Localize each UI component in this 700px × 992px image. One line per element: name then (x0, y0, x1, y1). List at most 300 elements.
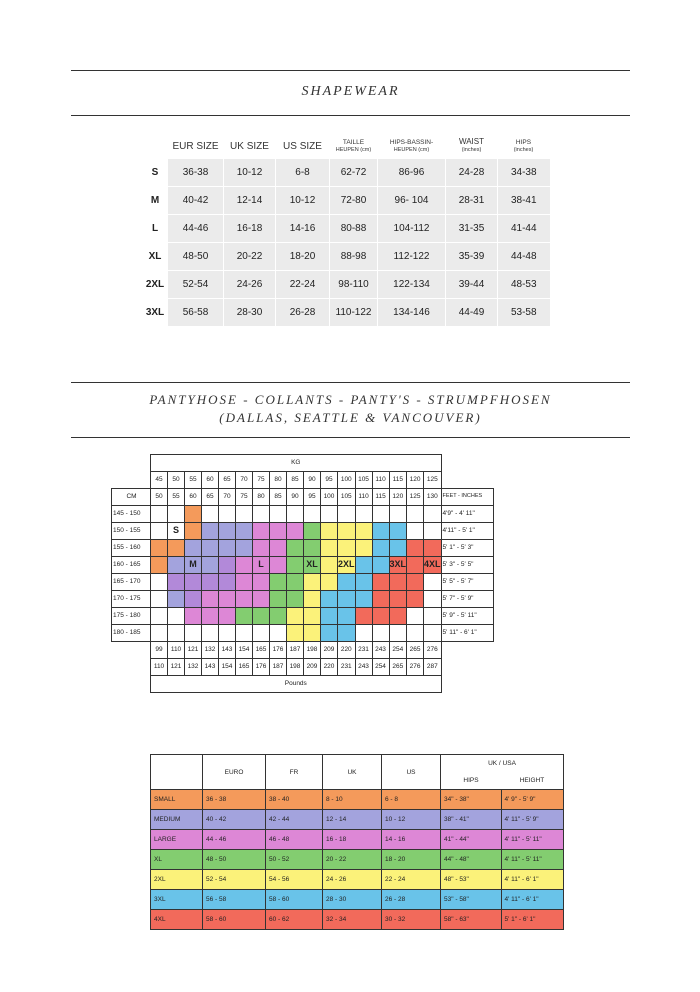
shapewear-size-label: 3XL (143, 299, 168, 327)
size-table-cell-hips: 48" - 53" (441, 870, 502, 890)
grid-cell (168, 523, 185, 540)
grid-cell (424, 540, 442, 557)
shapewear-row (143, 243, 550, 271)
mid-rule-1 (71, 382, 630, 383)
shapewear-cell: 22-24 (276, 271, 330, 299)
col-eur-size: EUR SIZE (172, 140, 219, 152)
kg-value: 90 (287, 489, 304, 506)
shapewear-cell: 44-48 (498, 243, 550, 271)
lb-bottom-row (112, 659, 494, 676)
grid-cell (236, 523, 253, 540)
size-table-cell-size: MEDIUM (151, 810, 203, 830)
lb-value: 121 (168, 659, 185, 676)
shapewear-cell: 35-39 (446, 243, 498, 271)
shapewear-cell: 72-80 (330, 187, 378, 215)
hips-col-header: HIPS (441, 772, 502, 790)
grid-spacer (112, 472, 151, 489)
size-table-cell-fr: 60 - 62 (266, 910, 323, 930)
kg-value: 110 (355, 489, 372, 506)
size-table-cell-height: 4' 11" - 6' 1" (501, 870, 564, 890)
shapewear-row (143, 299, 550, 327)
grid-cell (151, 506, 168, 523)
grid-cell (389, 506, 407, 523)
size-table-cell-us: 26 - 28 (382, 890, 441, 910)
shapewear-cell: 56-58 (168, 299, 224, 327)
size-label-xxl: 2XL (338, 559, 355, 570)
kg-value: 120 (389, 489, 407, 506)
lb-value: 209 (304, 659, 321, 676)
shapewear-cell: 122-134 (378, 271, 446, 299)
grid-cell (372, 506, 389, 523)
grid-cell (287, 506, 304, 523)
shapewear-cell: 6-8 (276, 159, 330, 187)
height-ft-label: 5' 11" - 6' 1" (441, 625, 493, 642)
grid-cell (338, 557, 356, 574)
kg-value: 65 (202, 489, 219, 506)
grid-cell (424, 574, 442, 591)
shapewear-cell: 44-46 (168, 215, 224, 243)
grid-cell (321, 523, 338, 540)
lb-value: 198 (304, 642, 321, 659)
shapewear-cell: 96- 104 (378, 187, 446, 215)
grid-cell (185, 591, 202, 608)
kg-value: 45 (151, 472, 168, 489)
shapewear-cell: 20-22 (224, 243, 276, 271)
kg-value: 100 (338, 472, 356, 489)
grid-cell (321, 506, 338, 523)
kg-value: 55 (185, 472, 202, 489)
kg-header-row (112, 455, 494, 472)
grid-cell (151, 591, 168, 608)
kg-bottom-row (112, 489, 494, 506)
lb-value: 143 (202, 659, 219, 676)
fr-col-header: FR (266, 755, 323, 790)
shapewear-cell: 31-35 (446, 215, 498, 243)
grid-cell (372, 574, 389, 591)
shapewear-cell: 18-20 (276, 243, 330, 271)
shapewear-size-label: XL (143, 243, 168, 271)
grid-cell (202, 506, 219, 523)
lb-value: 99 (151, 642, 168, 659)
lb-value: 165 (253, 642, 270, 659)
grid-cell (355, 540, 372, 557)
height-row (112, 523, 494, 540)
grid-cell (321, 625, 338, 642)
kg-label: KG (151, 455, 442, 472)
lb-value: 198 (287, 659, 304, 676)
lb-value: 276 (407, 659, 424, 676)
size-table-cell-height: 4' 11" - 5' 11" (501, 830, 564, 850)
grid-cell (304, 608, 321, 625)
grid-cell (372, 523, 389, 540)
grid-cell (270, 557, 287, 574)
size-table-cell-fr: 38 - 40 (266, 790, 323, 810)
lb-value: 132 (185, 659, 202, 676)
grid-cell (372, 591, 389, 608)
grid-cell (321, 574, 338, 591)
grid-cell (338, 591, 356, 608)
kg-value: 75 (236, 489, 253, 506)
grid-cell (304, 625, 321, 642)
kg-value: 95 (304, 489, 321, 506)
lb-value: 243 (355, 659, 372, 676)
grid-cell (168, 506, 185, 523)
grid-cell (219, 557, 236, 574)
lb-value: 287 (424, 659, 442, 676)
lb-value: 176 (270, 642, 287, 659)
size-table-cell-us: 6 - 8 (382, 790, 441, 810)
grid-cell (407, 557, 424, 574)
lb-value: 187 (287, 642, 304, 659)
grid-cell (424, 625, 442, 642)
grid-cell (287, 574, 304, 591)
height-ft-label: 4'9" - 4' 11" (441, 506, 493, 523)
grid-cell (424, 506, 442, 523)
grid-cell (287, 591, 304, 608)
kg-value: 80 (253, 489, 270, 506)
grid-cell (185, 574, 202, 591)
kg-value: 125 (424, 472, 442, 489)
size-table-cell-size: XL (151, 850, 203, 870)
grid-cell (202, 557, 219, 574)
size-table-cell-uk: 20 - 22 (323, 850, 382, 870)
grid-cell (270, 625, 287, 642)
grid-cell (168, 591, 185, 608)
shapewear-size-label: L (143, 215, 168, 243)
shapewear-title: SHAPEWEAR (301, 84, 400, 99)
shapewear-row (143, 215, 550, 243)
grid-cell (338, 574, 356, 591)
height-row (112, 608, 494, 625)
grid-cell (151, 574, 168, 591)
size-table-row (151, 790, 564, 810)
shapewear-cell: 16-18 (224, 215, 276, 243)
grid-cell (168, 557, 185, 574)
grid-cell (202, 591, 219, 608)
grid-cell (270, 506, 287, 523)
grid-cell (151, 523, 168, 540)
grid-cell (253, 506, 270, 523)
grid-cell (321, 608, 338, 625)
grid-cell (407, 540, 424, 557)
grid-spacer-right (441, 676, 493, 693)
grid-cell (202, 523, 219, 540)
grid-cell (372, 625, 389, 642)
grid-cell (236, 574, 253, 591)
shapewear-cell: 48-53 (498, 271, 550, 299)
size-table-cell-hips: 44" - 48" (441, 850, 502, 870)
size-table-cell-height: 4' 9" - 5' 9" (501, 790, 564, 810)
grid-cell (287, 557, 304, 574)
grid-corner-right (441, 455, 493, 472)
grid-cell (236, 591, 253, 608)
grid-cell (236, 625, 253, 642)
grid-cell (389, 608, 407, 625)
lb-value: 154 (236, 642, 253, 659)
size-table-cell-uk: 8 - 10 (323, 790, 382, 810)
height-row (112, 625, 494, 642)
grid-cell (407, 608, 424, 625)
grid-spacer-right (441, 472, 493, 489)
shapewear-cell: 36-38 (168, 159, 224, 187)
kg-value: 95 (321, 472, 338, 489)
grid-cell (219, 608, 236, 625)
kg-value: 85 (270, 489, 287, 506)
height-ft-label: 5' 7" - 5' 9" (441, 591, 493, 608)
lb-value: 265 (389, 659, 407, 676)
grid-cell (407, 574, 424, 591)
grid-cell (424, 557, 442, 574)
grid-cell (151, 608, 168, 625)
grid-cell (424, 523, 442, 540)
shapewear-cell: 48-50 (168, 243, 224, 271)
height-row (112, 540, 494, 557)
grid-cell (253, 625, 270, 642)
shapewear-cell: 62-72 (330, 159, 378, 187)
grid-cell (389, 591, 407, 608)
shapewear-cell: 53-58 (498, 299, 550, 327)
kg-value: 115 (372, 489, 389, 506)
grid-cell (202, 625, 219, 642)
kg-value: 105 (338, 489, 356, 506)
grid-cell (219, 574, 236, 591)
shapewear-cell: 24-28 (446, 159, 498, 187)
grid-cell (389, 625, 407, 642)
grid-cell (253, 608, 270, 625)
kg-value: 115 (389, 472, 407, 489)
grid-cell (185, 506, 202, 523)
lb-value: 176 (253, 659, 270, 676)
top-rule-2 (71, 115, 630, 116)
size-table-row (151, 850, 564, 870)
grid-cell (389, 540, 407, 557)
col-hips-in: HIPS (inches) (513, 138, 534, 153)
grid-cell (287, 625, 304, 642)
size-table-cell-us: 14 - 16 (382, 830, 441, 850)
pantyhose-title-line1: PANTYHOSE - COLLANTS - PANTY'S - STRUMPFHOSEN (149, 392, 552, 407)
size-table-cell-size: 4XL (151, 910, 203, 930)
kg-value: 65 (219, 472, 236, 489)
size-label-l: L (258, 559, 264, 570)
shapewear-cell: 52-54 (168, 271, 224, 299)
kg-value: 50 (151, 489, 168, 506)
grid-cell (355, 608, 372, 625)
grid-cell (219, 591, 236, 608)
size-table-cell-uk: 32 - 34 (323, 910, 382, 930)
shapewear-cell: 98-110 (330, 271, 378, 299)
size-table-cell-height: 5' 1" - 6' 1" (501, 910, 564, 930)
grid-cell (168, 608, 185, 625)
size-table-cell-hips: 53" - 58" (441, 890, 502, 910)
shapewear-size-label: 2XL (143, 271, 168, 299)
grid-spacer (112, 642, 151, 659)
shapewear-table (143, 133, 550, 327)
grid-cell (236, 608, 253, 625)
size-table-cell-hips: 58" - 63" (441, 910, 502, 930)
grid-cell (168, 574, 185, 591)
height-row (112, 557, 494, 574)
kg-value: 85 (287, 472, 304, 489)
grid-cell (236, 506, 253, 523)
lb-value: 143 (219, 642, 236, 659)
lb-value: 243 (372, 642, 389, 659)
grid-cell (270, 608, 287, 625)
size-table-cell-hips: 38" - 41" (441, 810, 502, 830)
pantyhose-title-line2: (DALLAS, SEATTLE & VANCOUVER) (219, 410, 482, 425)
grid-cell (151, 557, 168, 574)
grid-cell (253, 574, 270, 591)
shapewear-cell: 28-31 (446, 187, 498, 215)
grid-spacer-right (441, 642, 493, 659)
size-table-header-row (151, 755, 564, 773)
shapewear-cell: 41-44 (498, 215, 550, 243)
height-cm-label: 145 - 150 (112, 506, 151, 523)
grid-cell (202, 574, 219, 591)
size-table-cell-hips: 34" - 38" (441, 790, 502, 810)
lb-top-row (112, 642, 494, 659)
grid-cell (355, 625, 372, 642)
pantyhose-size-grid (111, 454, 494, 693)
grid-cell (287, 540, 304, 557)
shapewear-size-label: S (143, 159, 168, 187)
grid-cell (372, 557, 389, 574)
pounds-row (112, 676, 494, 693)
size-table-cell-euro: 52 - 54 (203, 870, 266, 890)
size-table-row (151, 890, 564, 910)
lb-value: 220 (338, 642, 356, 659)
grid-cell (185, 608, 202, 625)
kg-value: 90 (304, 472, 321, 489)
shapewear-cell: 14-16 (276, 215, 330, 243)
size-table-cell-euro: 36 - 38 (203, 790, 266, 810)
size-table-cell-fr: 46 - 48 (266, 830, 323, 850)
height-ft-label: 5' 3" - 5' 5" (441, 557, 493, 574)
lb-value: 187 (270, 659, 287, 676)
pounds-label: Pounds (151, 676, 442, 693)
grid-cell (219, 523, 236, 540)
grid-cell (185, 523, 202, 540)
size-label-xl: XL (306, 559, 318, 570)
size-label-s: S (172, 525, 179, 536)
shapewear-corner (143, 133, 168, 159)
grid-cell (304, 557, 321, 574)
uk-col-header: UK (323, 755, 382, 790)
grid-cell (424, 608, 442, 625)
size-table-cell-uk: 16 - 18 (323, 830, 382, 850)
kg-value: 125 (407, 489, 424, 506)
height-cm-label: 155 - 160 (112, 540, 151, 557)
grid-cell (389, 523, 407, 540)
lb-value: 209 (321, 642, 338, 659)
size-table-cell-size: LARGE (151, 830, 203, 850)
shapewear-header-row (143, 133, 550, 159)
shapewear-row (143, 187, 550, 215)
lb-value: 220 (321, 659, 338, 676)
size-table-cell-uk: 28 - 30 (323, 890, 382, 910)
grid-cell (304, 506, 321, 523)
kg-value: 110 (372, 472, 389, 489)
size-table-row (151, 830, 564, 850)
lb-value: 276 (424, 642, 442, 659)
grid-cell (287, 608, 304, 625)
shapewear-row (143, 159, 550, 187)
grid-cell (253, 540, 270, 557)
grid-cell (338, 506, 356, 523)
lb-value: 254 (389, 642, 407, 659)
shapewear-cell: 44-49 (446, 299, 498, 327)
kg-value: 50 (168, 472, 185, 489)
grid-cell (270, 574, 287, 591)
grid-cell (407, 625, 424, 642)
grid-cell (168, 540, 185, 557)
grid-cell (355, 591, 372, 608)
height-ft-label: 5' 1" - 5' 3" (441, 540, 493, 557)
kg-value: 130 (424, 489, 442, 506)
grid-cell (202, 608, 219, 625)
grid-cell (355, 557, 372, 574)
grid-cell (219, 506, 236, 523)
size-table-cell-height: 4' 11" - 6' 1" (501, 890, 564, 910)
kg-value: 60 (202, 472, 219, 489)
size-table-cell-size: SMALL (151, 790, 203, 810)
kg-value: 120 (407, 472, 424, 489)
grid-cell (304, 574, 321, 591)
height-ft-label: 5' 5" - 5' 7" (441, 574, 493, 591)
size-table-cell-us: 10 - 12 (382, 810, 441, 830)
height-ft-label: 4'11" - 5' 1" (441, 523, 493, 540)
grid-cell (185, 625, 202, 642)
shapewear-cell: 12-14 (224, 187, 276, 215)
size-label-m: M (189, 559, 197, 570)
size-table-row (151, 870, 564, 890)
shapewear-cell: 110-122 (330, 299, 378, 327)
grid-cell (355, 523, 372, 540)
shapewear-cell: 104-112 (378, 215, 446, 243)
size-table-cell-us: 22 - 24 (382, 870, 441, 890)
shapewear-cell: 26-28 (276, 299, 330, 327)
shapewear-row (143, 271, 550, 299)
size-table-cell-hips: 41" - 44" (441, 830, 502, 850)
size-table-cell-height: 4' 11" - 5' 11" (501, 850, 564, 870)
col-hips-cm: HIPS-BASSIN- HEUPEN (cm) (389, 138, 434, 153)
size-table-cell-euro: 58 - 60 (203, 910, 266, 930)
grid-cell (270, 540, 287, 557)
lb-value: 254 (372, 659, 389, 676)
kg-top-row (112, 472, 494, 489)
size-table-row (151, 810, 564, 830)
col-taille: TAILLE HEUPEN (cm) (330, 133, 378, 159)
size-table-cell-uk: 24 - 26 (323, 870, 382, 890)
col-us-size: US SIZE (283, 140, 322, 152)
grid-cell (151, 625, 168, 642)
kg-value: 80 (270, 472, 287, 489)
shapewear-cell: 80-88 (330, 215, 378, 243)
grid-spacer (112, 676, 151, 693)
height-cm-label: 165 - 170 (112, 574, 151, 591)
size-table-cell-size: 2XL (151, 870, 203, 890)
grid-cell (321, 591, 338, 608)
grid-cell (338, 540, 356, 557)
grid-cell (270, 523, 287, 540)
feet-inches-label: FEET - INCHES (441, 489, 493, 506)
mid-rule-2 (71, 437, 630, 438)
lb-value: 110 (151, 659, 168, 676)
kg-value: 55 (168, 489, 185, 506)
shapewear-cell: 86-96 (378, 159, 446, 187)
lb-value: 110 (168, 642, 185, 659)
shapewear-cell: 10-12 (224, 159, 276, 187)
shapewear-cell: 40-42 (168, 187, 224, 215)
